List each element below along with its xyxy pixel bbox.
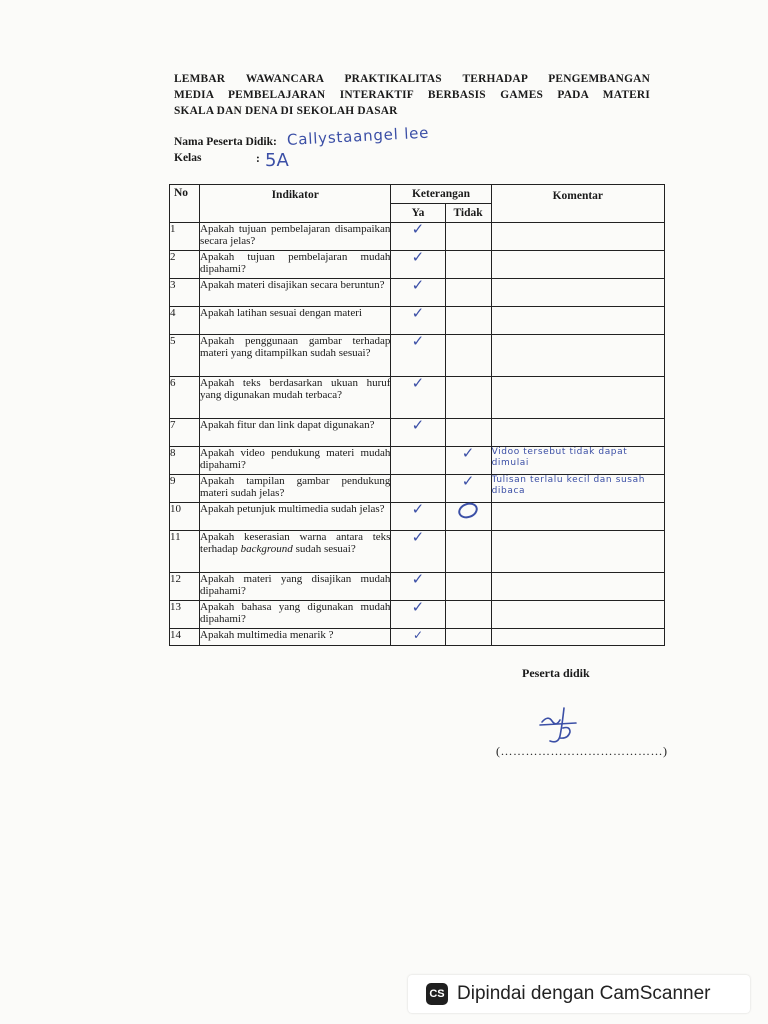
table-row [170, 377, 665, 419]
row-indikator: Apakah materi yang disajikan mudah dipahami? [200, 573, 391, 601]
camscanner-text: Dipindai dengan CamScanner [457, 983, 711, 1004]
table-row [170, 503, 665, 531]
tidak-cell [445, 629, 491, 646]
row-indikator: Apakah tujuan pembelajaran disampaikan secara jelas? [200, 223, 391, 251]
tidak-scribble [445, 503, 491, 531]
document-title [174, 71, 650, 119]
komentar-handwritten [491, 447, 664, 475]
komentar-cell [491, 419, 664, 447]
komentar-text: Tulisan terlalu kecil dan susah dibaca [491, 475, 645, 496]
indikator-text-post: sudah sesuai? [292, 543, 356, 555]
class-colon: : [256, 153, 260, 165]
komentar-cell [491, 573, 664, 601]
table-row [170, 279, 665, 307]
header-ya: Ya [391, 204, 445, 223]
ya-checkmark: ✓ [391, 279, 445, 307]
row-number: 8 [170, 447, 200, 475]
title-line-3: SKALA DAN DENA DI SEKOLAH DASAR [174, 105, 398, 117]
signature-line: (…………………………………) [496, 744, 668, 758]
row-indikator: Apakah multimedia menarik ? [200, 629, 391, 646]
tidak-cell [445, 573, 491, 601]
row-indikator [200, 531, 391, 573]
row-number: 13 [170, 601, 200, 629]
row-indikator: Apakah tujuan pembelajaran mudah dipahami? [200, 251, 391, 279]
tidak-cell [445, 335, 491, 377]
row-indikator: Apakah video pendukung materi mudah dipahami? [200, 447, 391, 475]
table-row [170, 573, 665, 601]
ya-checkmark: ✓ [391, 503, 445, 531]
title-line-1: LEMBAR WAWANCARA PRAKTIKALITAS TERHADAP PENGEMBANGAN [174, 73, 650, 85]
tidak-checkmark: ✓ [445, 447, 491, 475]
komentar-text: Vidoo tersebut tidak dapat dimulai [491, 447, 628, 468]
komentar-cell [491, 335, 664, 377]
row-number: 12 [170, 573, 200, 601]
row-indikator: Apakah teks berdasarkan ukuan huruf yang digunakan mudah terbaca? [200, 377, 391, 419]
row-indikator: Apakah bahasa yang digunakan mudah dipahami? [200, 601, 391, 629]
indikator-text-italic: background [240, 543, 293, 555]
signature-image [530, 702, 590, 748]
table-row [170, 601, 665, 629]
komentar-cell [491, 629, 664, 646]
row-indikator: Apakah fitur dan link dapat digunakan? [200, 419, 391, 447]
camscanner-watermark [408, 975, 750, 1013]
table-row [170, 629, 665, 646]
ya-checkmark: ✓ [391, 335, 445, 377]
tidak-cell [445, 279, 491, 307]
title-line-2: MEDIA PEMBELAJARAN INTERAKTIF BERBASIS GAMES PADA MATERI [174, 89, 650, 101]
komentar-cell [491, 601, 664, 629]
row-number: 11 [170, 531, 200, 573]
table-row [170, 447, 665, 475]
komentar-cell [491, 307, 664, 335]
komentar-cell [491, 377, 664, 419]
row-number: 3 [170, 279, 200, 307]
row-number: 14 [170, 629, 200, 646]
indikator-text-pre: Apakah keserasian warna antara teks terhadap [200, 531, 391, 555]
ya-checkmark: ✓ [391, 223, 445, 251]
ya-cell [391, 447, 445, 475]
header-keterangan: Keterangan [391, 185, 491, 204]
tidak-cell [445, 419, 491, 447]
ya-checkmark: ✓ [391, 377, 445, 419]
table-row [170, 223, 665, 251]
camscanner-logo-icon: CS [426, 983, 448, 1005]
scribble-mark [456, 500, 480, 521]
tidak-checkmark: ✓ [445, 475, 491, 503]
ya-checkmark: ✓ [391, 531, 445, 573]
ya-checkmark: ✓ [391, 573, 445, 601]
komentar-cell [491, 279, 664, 307]
ya-checkmark: ✓ [391, 629, 445, 646]
komentar-cell [491, 223, 664, 251]
tidak-cell [445, 531, 491, 573]
komentar-cell [491, 531, 664, 573]
class-value-handwritten: 5A [265, 150, 289, 171]
table-row [170, 475, 665, 503]
header-indikator: Indikator [200, 185, 391, 223]
table-row [170, 531, 665, 573]
header-tidak: Tidak [445, 204, 491, 223]
ya-checkmark: ✓ [391, 419, 445, 447]
row-indikator: Apakah latihan sesuai dengan materi [200, 307, 391, 335]
signature-role: Peserta didik [522, 666, 590, 680]
komentar-handwritten [491, 475, 664, 503]
row-indikator: Apakah tampilan gambar pendukung materi sudah jelas? [200, 475, 391, 503]
row-indikator: Apakah materi disajikan secara beruntun? [200, 279, 391, 307]
tidak-cell [445, 307, 491, 335]
row-number: 6 [170, 377, 200, 419]
ya-checkmark: ✓ [391, 601, 445, 629]
header-no: No [170, 185, 200, 223]
row-number: 10 [170, 503, 200, 531]
table-row [170, 251, 665, 279]
row-indikator: Apakah penggunaan gambar terhadap materi yang ditampilkan sudah sesuai? [200, 335, 391, 377]
row-number: 4 [170, 307, 200, 335]
table-row [170, 335, 665, 377]
row-number: 7 [170, 419, 200, 447]
table-row [170, 419, 665, 447]
komentar-cell [491, 251, 664, 279]
row-number: 1 [170, 223, 200, 251]
ya-cell [391, 475, 445, 503]
student-name-handwritten: Callystaangel lee [286, 123, 430, 149]
ya-checkmark: ✓ [391, 307, 445, 335]
tidak-cell [445, 223, 491, 251]
row-number: 2 [170, 251, 200, 279]
student-name-label: Nama Peserta Didik: [174, 136, 277, 148]
tidak-cell [445, 377, 491, 419]
class-label: Kelas [174, 152, 202, 164]
row-number: 5 [170, 335, 200, 377]
row-number: 9 [170, 475, 200, 503]
header-komentar: Komentar [491, 185, 664, 223]
interview-table [169, 184, 665, 646]
tidak-cell [445, 251, 491, 279]
tidak-cell [445, 601, 491, 629]
table-row [170, 307, 665, 335]
komentar-cell [491, 503, 664, 531]
row-indikator: Apakah petunjuk multimedia sudah jelas? [200, 503, 391, 531]
ya-checkmark: ✓ [391, 251, 445, 279]
